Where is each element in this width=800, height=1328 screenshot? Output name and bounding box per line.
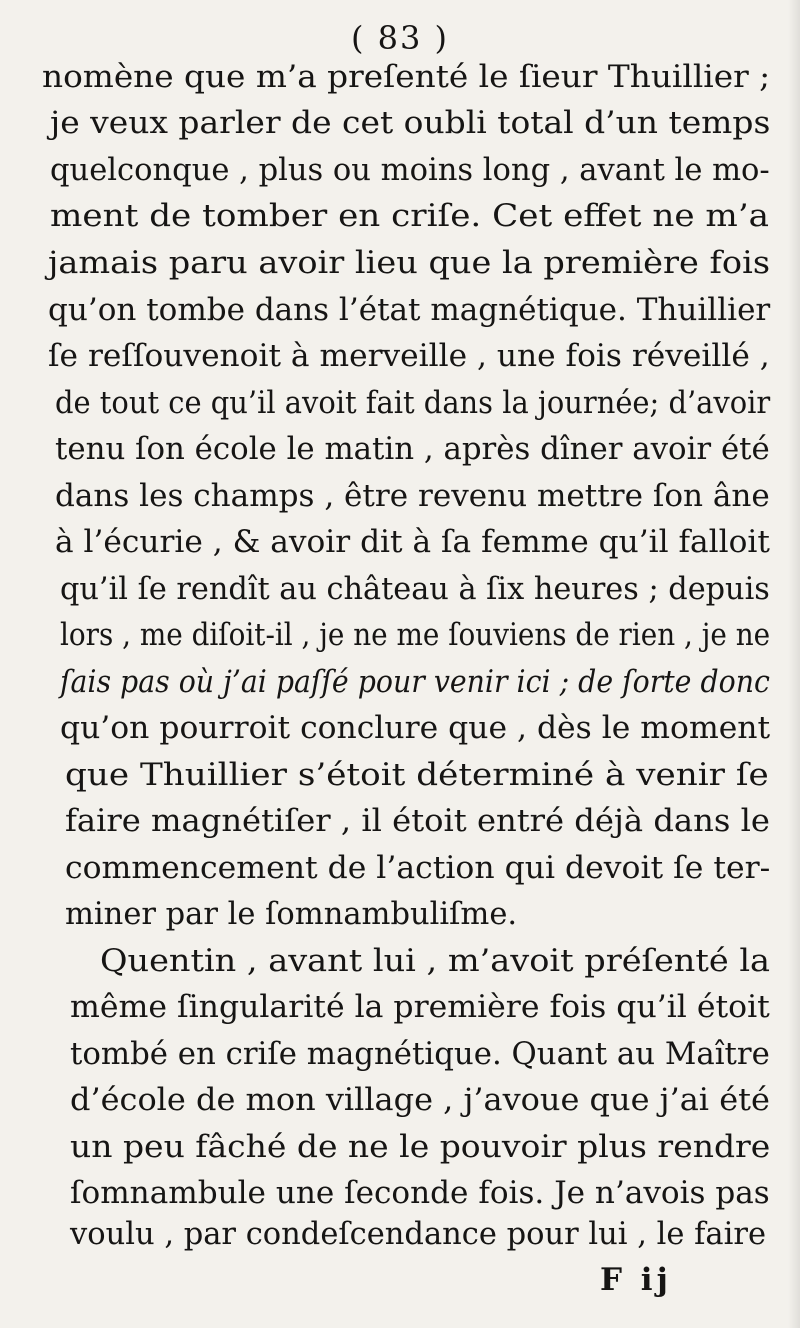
text-line-4 xyxy=(0,194,800,240)
text-line-18 xyxy=(0,846,800,892)
text-line-21 xyxy=(0,985,800,1031)
text-line-3 xyxy=(0,148,800,194)
text-line-11 xyxy=(0,520,800,566)
text-line: nomène que m’a preſenté le ſieur Thuillier ; xyxy=(42,60,771,95)
text-line: que Thuillier s’étoit déterminé à venir ſe xyxy=(65,758,769,793)
text-line-8 xyxy=(0,381,800,427)
text-line: miner par le ſomnambuliſme. xyxy=(65,897,518,932)
text-line: ſomnambule une ſeconde fois. Je n’avois pas xyxy=(70,1176,770,1211)
text-line-19 xyxy=(0,892,800,938)
signature-mark: F ij xyxy=(600,1262,672,1298)
text-line-9 xyxy=(0,427,800,473)
text-line: faire magnétiſer , il étoit entré déjà dans le xyxy=(65,804,770,839)
text-line-23 xyxy=(0,1078,800,1124)
text-line: ment de tomber en criſe. Cet effet ne m’a xyxy=(50,199,770,234)
text-line-2 xyxy=(0,101,800,147)
text-line: à l’écurie , & avoir dit à ſa femme qu’il falloit xyxy=(55,525,770,560)
text-line-7 xyxy=(0,334,800,380)
text-line-25 xyxy=(0,1171,800,1217)
text-line: ſe reſſouvenoit à merveille , une fois réveillé , xyxy=(48,339,770,374)
text-line-20 xyxy=(0,939,800,985)
text-line: même ſingularité la première fois qu’il étoit xyxy=(70,990,770,1025)
text-line: qu’il ſe rendît au château à ſix heures ; depuis xyxy=(60,572,770,607)
text-line-10 xyxy=(0,474,800,520)
text-line: d’école de mon village , j’avoue que j’ai été xyxy=(70,1083,770,1118)
text-line: tombé en criſe magnétique. Quant au Maître xyxy=(70,1037,770,1072)
text-line-16 xyxy=(0,753,800,799)
text-line-26 xyxy=(0,1212,800,1258)
text-line-1 xyxy=(0,55,800,101)
text-line: je veux parler de cet oubli total d’un temps xyxy=(50,106,771,141)
text-line-5 xyxy=(0,241,800,287)
text-line-15 xyxy=(0,706,800,752)
text-line-14 xyxy=(0,660,800,706)
page-edge-shadow xyxy=(788,0,800,1328)
text-line-24 xyxy=(0,1125,800,1171)
text-line: voulu , par condeſcendance pour lui , le faire xyxy=(70,1217,767,1252)
text-line-17 xyxy=(0,799,800,845)
text-line: jamais paru avoir lieu que la première fois xyxy=(48,246,771,281)
text-line: qu’on pourroit conclure que , dès le moment xyxy=(60,711,771,746)
text-line-22 xyxy=(0,1032,800,1078)
text-line: quelconque , plus ou moins long , avant le mo- xyxy=(50,153,770,188)
text-line: dans les champs , être revenu mettre ſon âne xyxy=(55,479,770,514)
text-line: qu’on tombe dans l’état magnétique. Thuillier xyxy=(48,293,771,328)
page-number: ( 83 ) xyxy=(350,19,450,57)
text-line: ſais pas où j’ai paſſé pour venir ici ; de ſorte donc xyxy=(60,665,770,700)
text-line: Quentin , avant lui , m’avoit préſenté la xyxy=(100,944,771,979)
text-line: un peu fâché de ne le pouvoir plus rendre xyxy=(70,1130,771,1165)
text-line-12 xyxy=(0,567,800,613)
text-line: de tout ce qu’il avoit fait dans la journée; d’avoir xyxy=(55,386,771,421)
text-line-6 xyxy=(0,288,800,334)
text-line: commencement de l’action qui devoit ſe ter- xyxy=(65,851,771,886)
text-line-13 xyxy=(0,613,800,659)
text-line: tenu ſon école le matin , après dîner avoir été xyxy=(55,432,770,467)
text-line: lors , me diſoit-il , je ne me ſouviens de rien , je ne xyxy=(60,618,771,653)
